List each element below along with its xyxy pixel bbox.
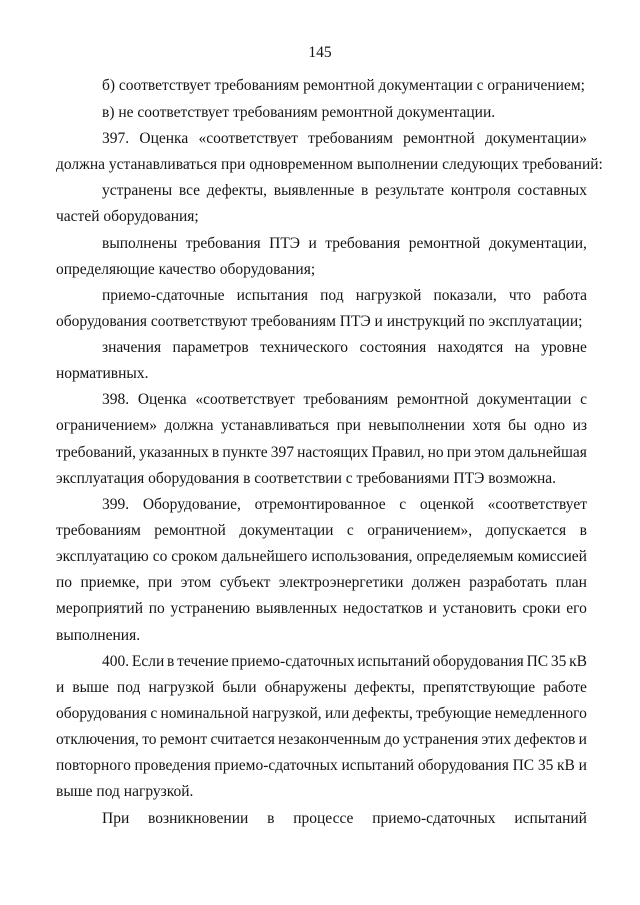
text-line-justified <box>56 547 587 567</box>
word: по <box>148 600 165 617</box>
text-line-justified <box>56 521 587 541</box>
text-line-justified <box>56 599 587 619</box>
word: течение <box>177 653 229 670</box>
word: с <box>150 705 158 722</box>
word: оборудования <box>56 705 148 722</box>
text-line-justified <box>102 390 587 410</box>
word: этом <box>180 574 212 591</box>
word: дефекты, <box>352 705 413 722</box>
word: «соответствует <box>195 391 295 408</box>
text-line-justified <box>56 443 587 463</box>
text-line-justified <box>102 495 587 515</box>
word: но <box>427 444 444 461</box>
word: считается <box>210 731 275 748</box>
word: испытаний <box>514 810 587 827</box>
text-line-justified <box>56 730 587 750</box>
word: разработать <box>469 574 548 591</box>
word: использования, <box>311 548 413 565</box>
text-line: в) не соответствует требованиям ремонтной документации. <box>102 104 496 121</box>
word: и <box>578 757 587 774</box>
word: ремонтной <box>154 522 226 539</box>
word: проведения <box>134 757 211 774</box>
word: невыполнении <box>368 417 465 434</box>
word: дефектов <box>514 731 576 748</box>
word: документации <box>477 391 572 408</box>
text-line-justified <box>102 652 587 672</box>
word: отремонтированное <box>254 496 386 513</box>
text-line: выше под нагрузкой. <box>56 783 194 800</box>
word: документации <box>239 522 334 539</box>
word: устранению <box>170 600 251 617</box>
word: немедленного <box>494 705 587 722</box>
word: субъект <box>219 574 271 591</box>
word: были <box>222 679 257 696</box>
word: препятствующие <box>422 679 536 696</box>
text-line: оборудования соответствуют требованиям ПТЭ и инструкций по эксплуатации; <box>56 313 583 330</box>
word: нагрузкой <box>355 287 422 304</box>
word: испытаний <box>341 757 415 774</box>
word: в <box>361 182 369 199</box>
word: при <box>336 417 361 434</box>
word: 398. <box>102 391 130 408</box>
word: в <box>211 444 220 461</box>
word: указанных <box>139 444 209 461</box>
word: комиссией <box>517 548 587 565</box>
text-line-justified <box>102 338 587 358</box>
word: под <box>320 287 344 304</box>
word: незаконченным <box>278 731 381 748</box>
word: 399. <box>102 496 130 513</box>
word: из <box>572 417 587 434</box>
word: настоящих <box>297 444 369 461</box>
word: кВ <box>557 757 575 774</box>
word: и <box>56 679 65 696</box>
word: процессе <box>293 810 354 827</box>
word: показали, <box>433 287 497 304</box>
word: устанавливаться <box>220 417 330 434</box>
word: этих <box>481 731 512 748</box>
word: требования <box>325 235 401 252</box>
word: все <box>178 182 201 199</box>
word: выполнены <box>102 235 178 252</box>
word: сроком <box>171 548 218 565</box>
word: ПТЭ <box>269 235 301 252</box>
word: приемо-сдаточные <box>102 287 225 304</box>
word: выявленные <box>273 182 355 199</box>
word: требований, <box>56 444 136 461</box>
text-line-justified <box>56 678 587 698</box>
word: его <box>566 600 587 617</box>
word: «соответствует <box>487 496 587 513</box>
word: параметров <box>172 339 249 356</box>
word: ремонтной <box>408 235 481 252</box>
word: должен <box>411 574 461 591</box>
word: то <box>142 731 157 748</box>
word: оборудования <box>417 757 509 774</box>
word: в <box>267 810 275 827</box>
word: сроки <box>522 600 561 617</box>
word: со <box>152 548 168 565</box>
text-line: б) соответствует требованиям ремонтной документации с ограничением; <box>102 77 585 94</box>
word: и <box>578 731 587 748</box>
word: Оценка <box>139 130 189 147</box>
word: требующие <box>416 705 492 722</box>
word: значения <box>102 339 162 356</box>
word: состояния <box>359 339 427 356</box>
word: испытания <box>236 287 309 304</box>
word: с <box>399 496 407 513</box>
word: приемо-сдаточных <box>214 757 338 774</box>
word: работа <box>543 287 587 304</box>
word: допускается <box>485 522 567 539</box>
word: ремонт <box>159 731 208 748</box>
word: что <box>508 287 531 304</box>
word: 35 <box>537 757 554 774</box>
word: требованиям <box>303 391 389 408</box>
word: При <box>102 810 130 827</box>
word: Если <box>131 653 165 670</box>
word: устранены <box>102 182 173 199</box>
text-line-justified <box>102 286 587 306</box>
word: выше <box>72 679 109 696</box>
text-line-justified <box>102 809 587 829</box>
word: ремонтной <box>403 130 475 147</box>
word: до <box>384 731 400 748</box>
word: хотя <box>472 417 501 434</box>
word: составных <box>517 182 587 199</box>
word: ПС <box>512 757 535 774</box>
word: номинальной <box>160 705 249 722</box>
word: требованиям <box>308 130 393 147</box>
word: работе <box>543 679 587 696</box>
word: Оборудование, <box>142 496 241 513</box>
word: приемке, <box>80 574 140 591</box>
word: должна <box>164 417 214 434</box>
word: нагрузкой, <box>252 705 322 722</box>
word: дефекты, <box>354 679 415 696</box>
word: электроэнергетики <box>278 574 404 591</box>
text-line-justified <box>56 756 587 776</box>
word: эксплуатацию <box>56 548 149 565</box>
word: с <box>346 522 354 539</box>
word: с <box>580 391 587 408</box>
text-line: должна устанавливаться при одновременном выполнении следующих требований: <box>56 156 603 173</box>
word: устранения <box>403 731 479 748</box>
word: 397. <box>102 130 130 147</box>
word: результате <box>375 182 445 199</box>
word: в <box>167 653 175 670</box>
word: и <box>428 600 437 617</box>
text-line-justified <box>102 129 587 149</box>
word: одно <box>533 417 566 434</box>
word: технического <box>260 339 349 356</box>
word: 35 <box>550 653 567 670</box>
word: Правил, <box>371 444 425 461</box>
text-line: частей оборудования; <box>56 208 199 225</box>
word: план <box>555 574 587 591</box>
word: мероприятий <box>56 600 144 617</box>
word: требования <box>185 235 261 252</box>
word: дальнейшего <box>221 548 308 565</box>
word: приемо-сдаточных <box>372 810 496 827</box>
text-line-justified <box>56 704 587 724</box>
word: оценкой <box>419 496 474 513</box>
word: «соответствует <box>198 130 298 147</box>
word: 400. <box>102 653 130 670</box>
word: ограничением» <box>56 417 158 434</box>
word: требованиям <box>56 522 141 539</box>
word: находятся <box>437 339 504 356</box>
word: документации» <box>485 130 587 147</box>
page-number: 145 <box>308 44 332 61</box>
word: ограничением», <box>367 522 473 539</box>
word: ремонтной <box>396 391 469 408</box>
text-line-justified <box>102 234 587 254</box>
word: на <box>514 339 530 356</box>
word: оборудования <box>432 653 524 670</box>
word: установить <box>442 600 517 617</box>
text-line-justified <box>56 416 587 436</box>
word: бы <box>508 417 527 434</box>
word: под <box>116 679 141 696</box>
word: кВ <box>569 653 587 670</box>
word: 397 <box>270 444 295 461</box>
word: приемо-сдаточных <box>231 653 355 670</box>
word: повторного <box>56 757 131 774</box>
text-line: эксплуатация оборудования в соответствии с требованиями ПТЭ возможна. <box>56 470 556 487</box>
word: дальнейшая <box>507 444 587 461</box>
word: и <box>308 235 317 252</box>
word: выявленных <box>255 600 338 617</box>
word: контроля <box>450 182 511 199</box>
word: возникновении <box>148 810 249 827</box>
word: обнаружены <box>264 679 347 696</box>
word: уровне <box>541 339 587 356</box>
word: нагрузкой <box>148 679 215 696</box>
text-line: выполнения. <box>56 627 141 644</box>
word: ПС <box>526 653 549 670</box>
text-line: определяющие качество оборудования; <box>56 261 316 278</box>
word: отключения, <box>56 731 139 748</box>
word: при <box>147 574 173 591</box>
text-line-justified <box>102 181 587 201</box>
word: испытаний <box>357 653 430 670</box>
word: недостатков <box>342 600 423 617</box>
word: этом <box>474 444 505 461</box>
word: определяемым <box>416 548 514 565</box>
word: Оценка <box>137 391 187 408</box>
word: пункте <box>222 444 268 461</box>
word: дефекты, <box>206 182 268 199</box>
word: или <box>324 705 350 722</box>
word: при <box>446 444 472 461</box>
word: в <box>579 522 587 539</box>
word: по <box>56 574 73 591</box>
word: документации, <box>488 235 587 252</box>
text-line-justified <box>56 573 587 593</box>
text-line: нормативных. <box>56 365 149 382</box>
